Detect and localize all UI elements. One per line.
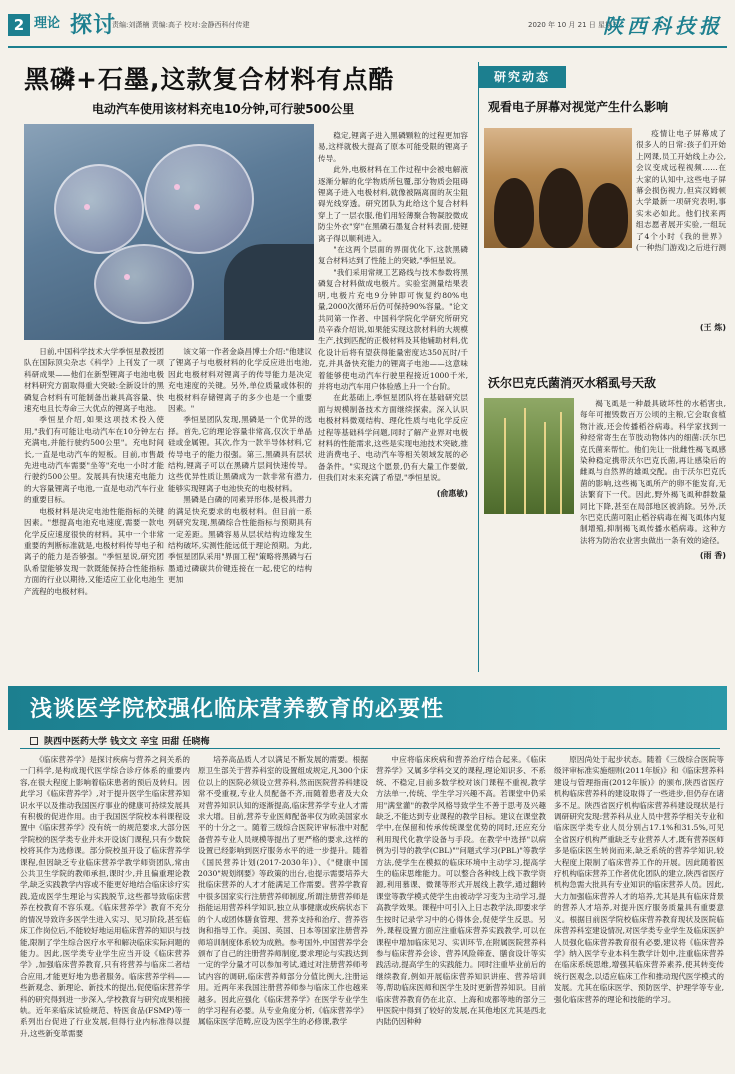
page-number: 2 bbox=[8, 14, 30, 36]
paragraph: "在这两个层面的界面优化下,这款黑磷复合材料达到了性能上的突破,"季恒星说。 bbox=[318, 245, 468, 266]
masthead bbox=[8, 8, 727, 48]
paragraph: 黑磷是白磷的同素异形体,是极具潜力的满足快充要求的电极材料。但目前一系列研究发现,黑磷综合性能指标与预期具有一定差距。黑磷容易从层状结构边缘发生结构破坏,实测性能远低于理论预期。为此,季恒星团队采用"界面工程"策略将黑磷与石墨通过磷碳共价键连接在一起,使它的结构更加 bbox=[168, 495, 312, 585]
petri-dish bbox=[54, 164, 144, 254]
paragraph: "我们采用常规工艺路线与技术参数将黑磷复合材料做成电极片。实验室测量结果表明,电极片充电9分钟即可恢复约80%电量,2000次循环后仍可保持90%容量。"论文共同第一作者、中国科学院化学研究所研究员辛森介绍说,如果能实现这款材料的大规模生产,找到匹配的正极材料及其他辅助材料,优化设计后将有望获得能量密度达350瓦时/千克,并具备快充能力的锂离子电池——这意味着能够使电动汽车行驶里程接近1000千米,并将电动汽车用户体验感上升一个台阶。 bbox=[318, 267, 468, 391]
paragraph: 疫情让电子屏幕成了很多人的日常:孩子们开始上网课,员工开始线上办公,会议变成远程视频……在大家的认知中,这些电子屏幕会损伤视力,但宾汉姆顿大学最新一项研究表明,事实未必如此。他们找来两组志愿者展开实验,一组玩了4个小时《我的世界》(一种热门游戏)之后进行测 bbox=[636, 129, 726, 252]
feature-column-1 bbox=[20, 754, 190, 1068]
paragraph: 培养高品质人才以满足不断发展的需要。根据原卫生部关于营养科室的设置组成规定,凡300个床位以上的医院必须设立营养科,然而医院营养科建设常不受重视,专业人员配备不齐,而随着患者及大众对营养知识认知的逐渐提高,临床营养学专业人才需求大增。目前,营养专业医师配备率仅为欧美国家水平的十分之一。随着三级综合医院评审标准中对配备营养专业人员规模等提出了更严格的要求,这样的设置已经影响到医疗服务水平的进一步提升。随着《国民营养计划(2017-2030年)》、《"健康中国2030"规划纲要》等政策的出台,也提示需要培养大批临床营养的人才才能满足工作需要。营养学教育中很多国家实行注册营养师制度,所谓注册营养师是指能运用营养科学知识,独立从事健康或疾病状态下的个人或团体膳食管理、营养支持和治疗、营养咨询和指导工作。美国、英国、日本等国家注册营养师培训制度体系较为成熟。参考国外,中国营养学会颁布了自己的注册营养师制度,要求理论与实践达到一定的学分量才可以参加考试,通过对注册营养师考试内容的调研,临床营养师部分分值比例大,注册运用。近两年来我国注册营养师参与临床工作也越来越多。因此应强化《临床营养学》在医学专业学生的学习程有必要。从专业角度分析,《临床营养学》属临床医学范畴,应设为医学生的必修课,教学 bbox=[198, 755, 368, 1027]
gloved-hand bbox=[224, 244, 314, 340]
feature-column-2 bbox=[198, 754, 368, 1068]
paragraph: 在此基础上,季恒星团队将在基础研究层面与规模制备技术方面继续探索。深入认识电极材料微观结构、理化性质与电化学反应过程等基础科学问题,同时了解产业界对电极材料的性能需求,这些是实现电池技术突破,推进消费电子、电动汽车等相关领域发展的必备条件。"实现这个愿景,仍有大量工作要做,但我们对未来充满了希望,"季恒星说。 bbox=[318, 393, 468, 483]
divider bbox=[20, 748, 720, 749]
sidebar-tag: 研究动态 bbox=[478, 66, 566, 88]
staff-credits: 责编:刘潇楠 责编:高子 校对:金静西科付传建 bbox=[112, 21, 250, 29]
paragraph: 褐飞虱是一种最具破坏性的水稻害虫,每年可摧毁数百万公顷的主粮,它会取食植物汁液,还会传播稻谷病毒。科学家找到一种经常寄生在节肢动物体内的细菌:沃尔巴克氏菌来帮忙。他们先让一批雌性褐飞虱感染种稳定携带沃尔巴克氏菌,再让感染后的雌虱与自然界的雄虱交配。由于沃尔巴克氏菌的影响,这些褐飞虱所产的卵不能发育,无法繁育下一代。因此,野外褐飞虱种群数量同比下降,甚至在局部地区被消除。另外,沃尔巴克氏菌可阻止稻谷病毒在褐飞虱体内复制增殖,抑制褐飞虱传播水稻病毒。这种方法将为防治农业害虫做出一条有效的途径。 bbox=[580, 399, 726, 545]
paragraph: 季恒星介绍,如果这项技术投入使用,"我们有可能让电动汽车在10分钟左右充满电,并能行驶约500公里"。充电时间长,一直是电动汽车的短板。目前,市售最先进电动汽车需要"坐等"充电一小时才能行驶约500公里。发展具有快速充电能力的大容量锂离子电池,一直是电动汽车行业的重要目标。 bbox=[24, 415, 164, 505]
paragraph: 稳定,锂离子进入黑磷颗粒的过程更加容易,这样就极大提高了原本可能受限的锂离子传导。 bbox=[318, 131, 468, 163]
sidebar-story2-author: (雨 香) bbox=[699, 551, 726, 561]
lab-photo bbox=[24, 124, 314, 340]
sidebar-story2-title: 沃尔巴克氏菌消灭水稻虱号天敌 bbox=[488, 376, 657, 390]
rice-field-photo bbox=[484, 398, 574, 514]
lead-author: (俞惠敏) bbox=[436, 488, 468, 498]
paragraph: 该文第一作者金焱昌博士介绍:"他建议了锂离子与电极材料的化学反应进出电池,因此电极材料对锂离子的传导能力是决定充电速度的关键。另外,单位质量或体积的电极材料存储锂离子的多少也是一个重要因素。" bbox=[168, 347, 312, 414]
feature-title: 浅谈医学院校强化临床营养教育的必要性 bbox=[30, 697, 445, 722]
issue-date: 2020 年 10 月 21 日 星期三 bbox=[528, 21, 619, 29]
paragraph: 《临床营养学》是探讨疾病与营养之间关系的一门科学,是构成现代医学综合诊疗体系的重要内容,在很大程度上影响着临床患者的预后及转归。因此学习《临床营养学》,对于提升医学生临床营养知识水平以及推动我国医疗事业的健康可持续发展具有积极的促进作用。由于我国医学院校本科课程设置中《临床营养学》没有统一的规范要求,大部分医学院校的医学类专业并未开设该门课程,只有少数院校将其作为选修课。部分院校虽开设了临床营养学课程,但因缺乏专业临床营养学教学师资团队,常由公共卫生学院的教师承担,课时少,并且偏重理论教学,缺乏实践教学内容或不能更好地结合临床诊疗实践,造成医学生理论与实践脱节,这些都导致临床营养在校教育不容乐观。《临床营养学》教育不充分的情况导致许多医学生进入实习、见习阶段,甚至临床工作岗位后,不能较好地运用临床营养的知识与技能,限制了学生综合医疗水平和解决临床实际问题的能力。因此,医学类专业学生应当开设《临床营养学》,加强临床营养教育,只有将营养与临床二者结合应用,才能更好地为患者服务。临床营养学科——些新观念、新理论、新技术的提出,促使临床营养学科的研究得到进一步深入,学校教育与研究成果相接轨。近年来临床试验规范、特医食品(FSMP)等一系列出台促进了行业发展,但得行业内标准得以提升,这些新变革需要 bbox=[20, 755, 190, 1038]
paragraph: 季恒星团队发现,黑磷是一个优异的选择。首先,它的理论容量非常高,仅次于单晶硅或金属锂。其次,作为一款半导体材料,它传导电子的能力很强。第三,黑磷具有层状结构,锂离子可以在黑磷片层间快速传导。这些优异性质让黑磷成为一款非常有潜力,能够实现锂离子电池快充的电极材料。 bbox=[168, 415, 312, 493]
paragraph: 原因尚处于起步状态。随着《三级综合医院等级评审标准实施细则(2011年版)》和《临床营养科建设与管理指南(2012年版)》的颁布,陕西省医疗机构临床营养科的建设取得了一些进步,但仍存在诸多不足。陕西省医疗机构临床营养科建设现状是行调研研究发现:营养科从业人员中营养学相关专业和临床医学类专业人员分别占17.1%和31.5%,可见全省医疗机构严重缺乏专业营养人才,既有营养医师多是临床医生转岗而来,缺乏系统的营养学知识,较大程度上限制了临床营养工作的开展。因此随着医疗机构临床营养工作者优化团队的建立,陕西省医疗机构急需大批具有专业知识的临床营养人员。因此,大力加强临床营养人才的培养,尤其是具有临床背景的营养人才培养,对提升医疗服务质量具有重要意义。根据目前医学院校临床营养教育现状及医院临床营养科室建设情况,对医学类专业学生及临床医护人员强化临床营养教育很有必要,建议将《临床营养学》纳入医学专业本科生教学计划中,注重临床营养在临床系统思维,增强其临床营养素养,使其转变传统行医观念,以适应临床工作和推动现代医学模式的发展。尤其在临床医学、预防医学、护理学等专业,强化临床营养的理论和技能的学习。 bbox=[554, 755, 724, 1004]
petri-dish bbox=[144, 144, 254, 254]
paragraph: 日前,中国科学技术大学季恒星教授团队在国际顶尖杂志《科学》上刊发了一项科研成果——他们在新型锂离子电池电极材料研究方面取得重大突破:全新设计的黑磷复合材料有可能制备出兼具高容量、快速充电且长寿命三大优点的锂离子电池。 bbox=[24, 347, 164, 414]
lead-headline: 黑磷+石墨,这款复合材料有点酷 bbox=[24, 65, 395, 94]
byline-text: 陕西中医药大学 钱文文 辛宝 田甜 任晓梅 bbox=[44, 737, 210, 747]
paragraph: 电极材料是决定电池性能指标的关键因素。"想提高电池充电速度,需要一款电化学反应速度很快的材料。其中一个非常重要的判断标准就是,电极材料传导电子和离子的能力是否够强。"季恒星说,研究团队希望能够发现一款既能保持合性能指标方面的行业以期待,又能适应工业化电池生产流程的电极材料。 bbox=[24, 506, 164, 596]
section-label: 理论 bbox=[34, 16, 61, 31]
sidebar-story2-body bbox=[580, 398, 726, 668]
sidebar-story1-body-top bbox=[636, 128, 726, 252]
byline-marker bbox=[30, 737, 38, 745]
sidebar-story1-author-row bbox=[484, 252, 726, 336]
lead-subhead: 电动汽车使用该材料充电10分钟,可行驶500公里 bbox=[92, 102, 355, 116]
feature-column-4 bbox=[554, 754, 724, 1068]
feature-byline bbox=[30, 734, 210, 747]
feature-column-3 bbox=[376, 754, 546, 1068]
sidebar-story1-title: 观看电子屏幕对视觉产生什么影响 bbox=[488, 100, 669, 114]
children-screen-photo bbox=[484, 128, 632, 248]
paragraph: 此外,电极材料在工作过程中会被电解液逐渐分解的化学物质所包覆,部分物质会阻碍锂离子进入电极材料,就像被隔离面的灰尘阻碍光线穿透。研究团队为此给这个复合材料穿上了一层衣服,他们用轻薄聚合物凝胶微成防尘外衣"穿"在黑磷石墨复合材料表面,使锂离子得以顺利进入。 bbox=[318, 165, 468, 243]
lead-column-2 bbox=[168, 346, 312, 684]
sidebar-story1-author: (王 炼) bbox=[699, 323, 726, 332]
petri-dish bbox=[94, 244, 194, 324]
lead-column-1 bbox=[24, 346, 164, 684]
lead-column-3 bbox=[318, 130, 468, 670]
newspaper-logo: 陕西科技报 bbox=[603, 14, 723, 38]
paragraph: 中应将临床疾病和营养治疗结合起来。《临床营养学》又属多学科交叉的课程,理论知识多、不系统、不稳定,目前多数学校对该门课程不重视,教学方法单一,传统、学生学习兴趣不高。若课堂中仍采用"满堂灌"的教学风格导致学生不善于思考及兴趣缺乏,不能达到专业课程的教学目标。建议在课堂教学中,在保留和传承传统课堂优势的同时,还应充分利用现代化教学设备与手段。在教学中选择"以病例为引导的教学(CBL)""问题式学习(PBL)"等教学方法,使学生在模拟的临床环境中主动学习,提高学生的临床思维能力。可以整合各种线上线下教学资源,利用慕课、微课等形式开展线上教学,通过翻转课堂等教学模式使学生由被动学习变为主动学习,提高教学效果。课程中可引入上日志教学法,即要求学生按时记录学习中的心得体会,促使学生反思。另外,课程设置方面应注重临床营养实践教学,可以在课程中增加临床见习、实训环节,在附属医院营养科参与临床营养会诊、营养风险筛查、膳食设计等实践活动,提高学生的实践能力。同时注重毕业前后的继续教育,例如开展临床营养知识讲座、营养培训等,帮助临床医师和医学生及时更新营养知识。目前临床营养教育仍在北京、上海和成都等地的部分三甲医院中得到了较好的发展,在其他地区尤其是西北内陆仍因种种 bbox=[376, 755, 546, 1027]
section-label-large: 探讨 bbox=[70, 13, 117, 38]
